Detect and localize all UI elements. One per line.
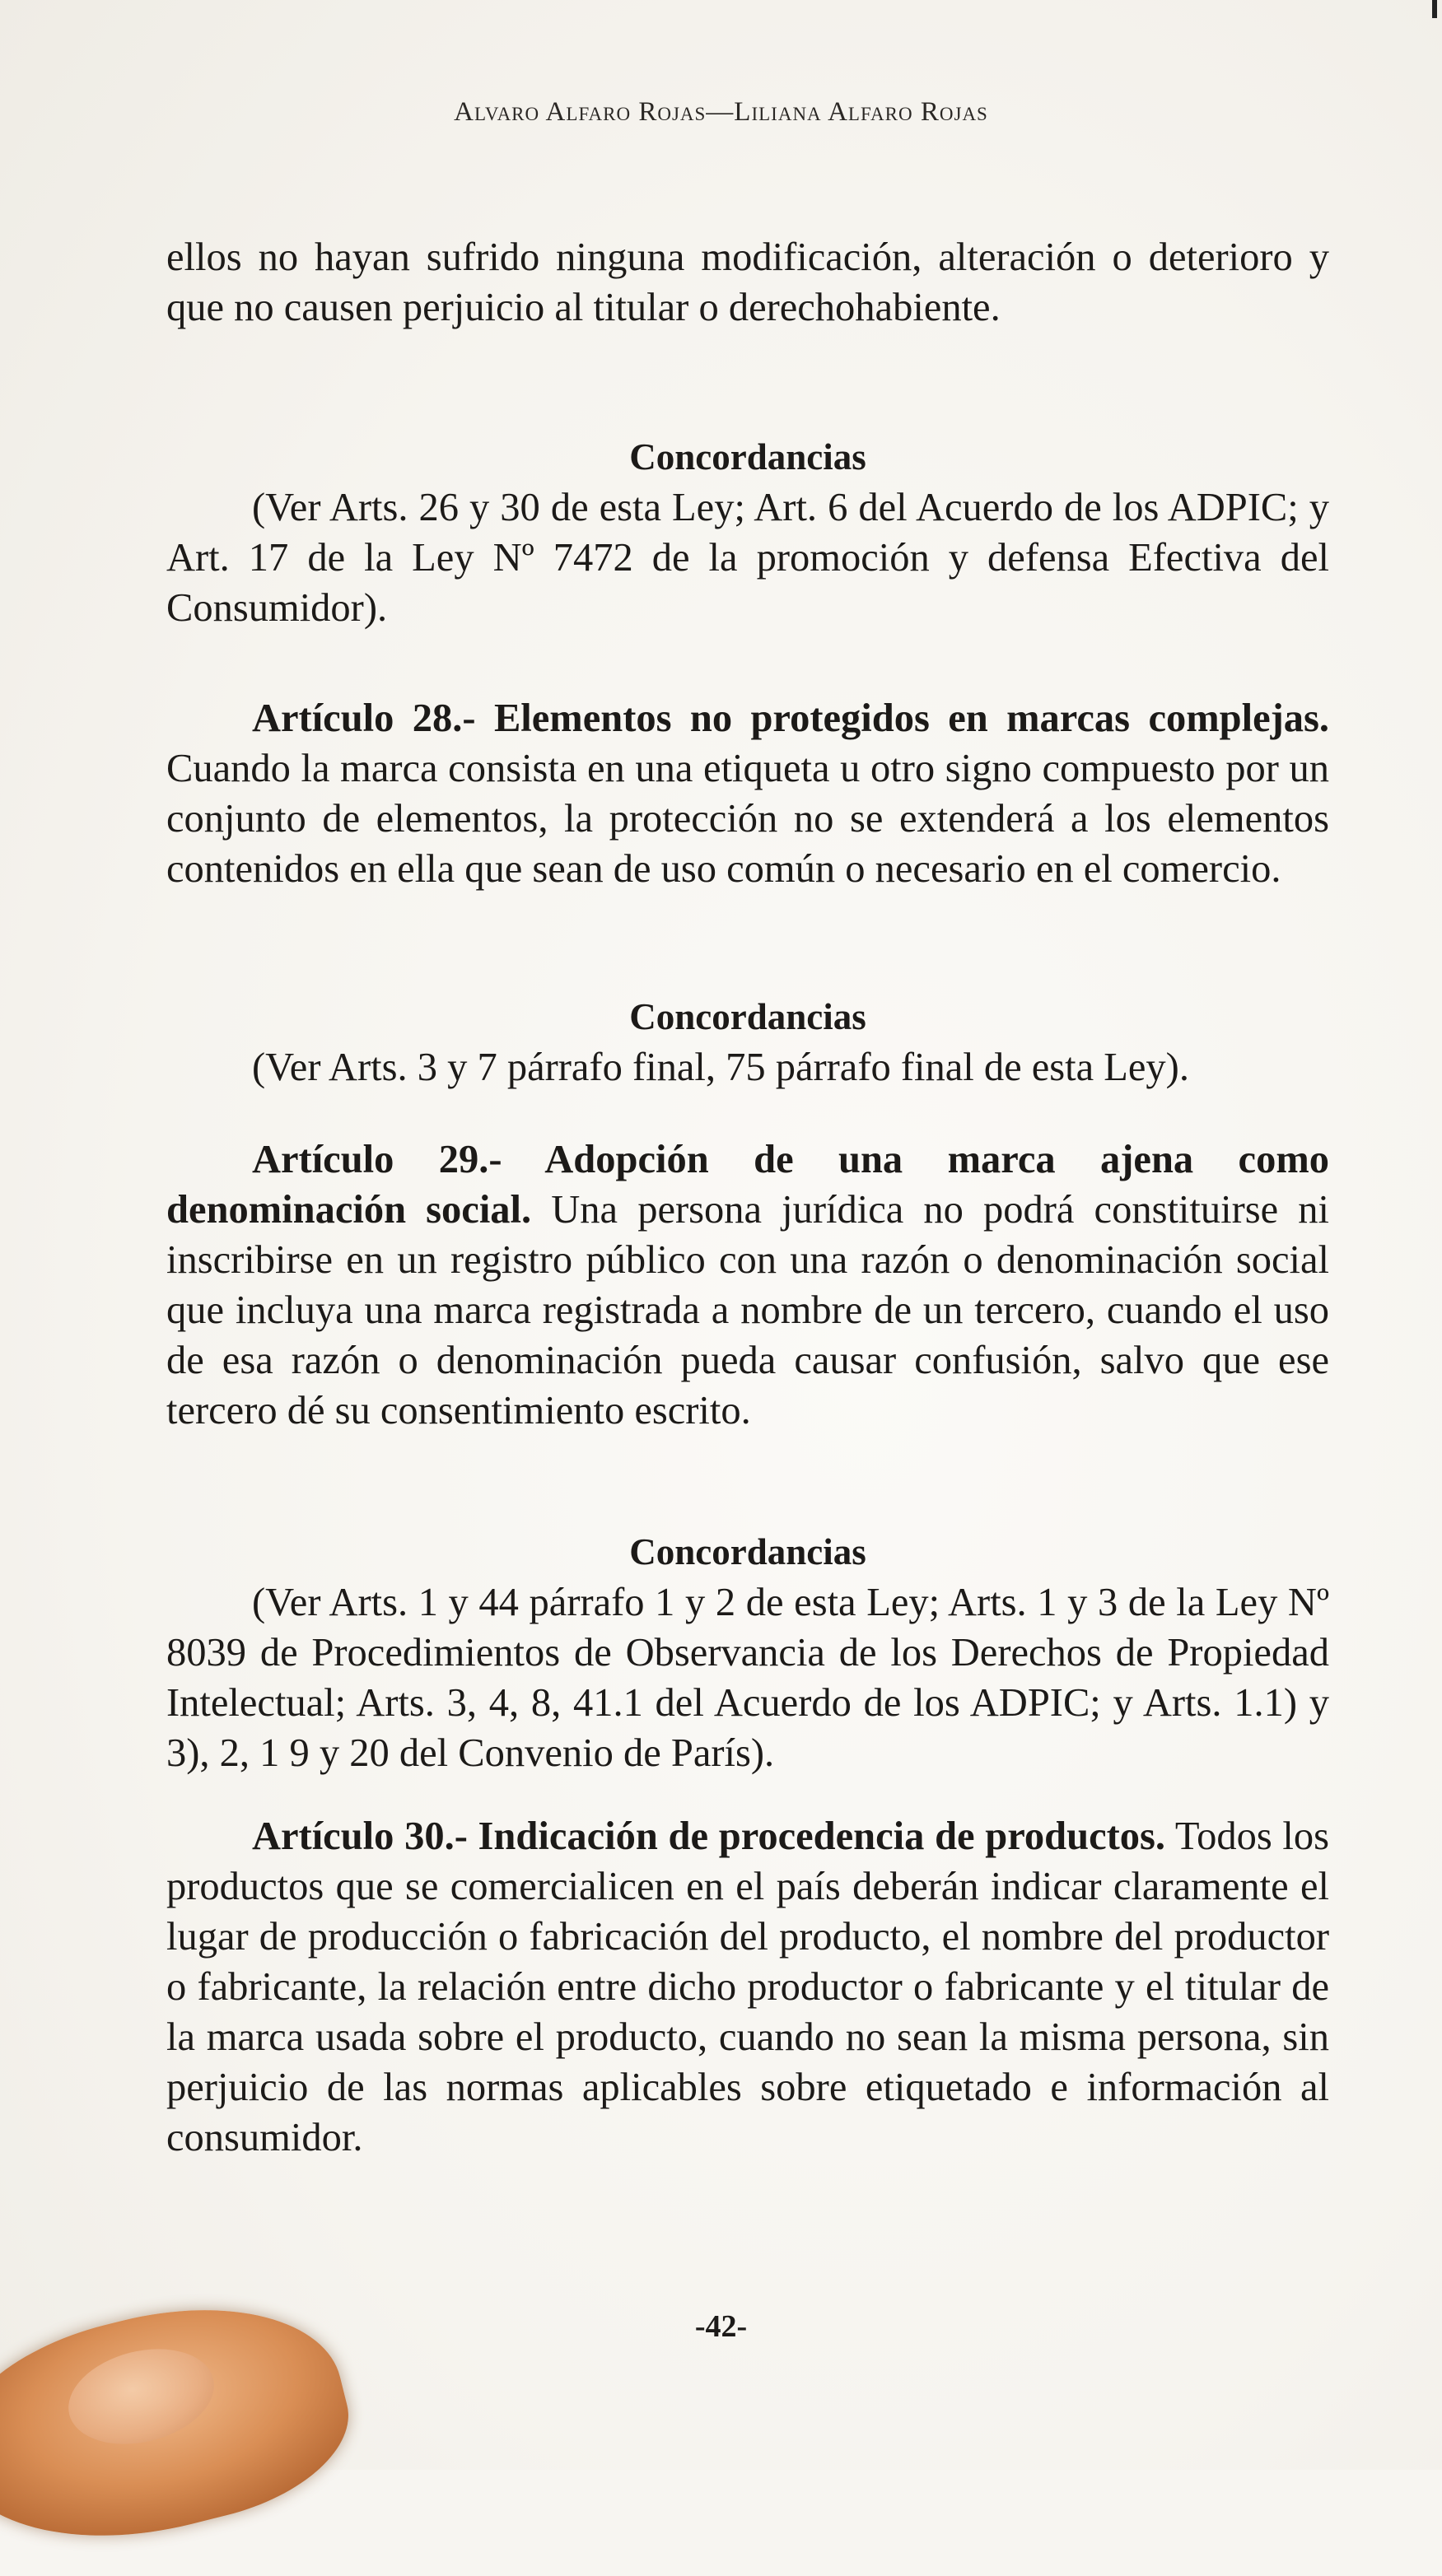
concordancias-text: (Ver Arts. 1 y 44 párrafo 1 y 2 de esta Ley; Arts. 1 y 3 de la Ley Nº 8039 de Procedimientos de Observancia de los Derechos de Propiedad Intelectual; Arts. 3, 4, 8, 41.1 del Acuerdo de los ADPIC; y Arts. 1.1) y 3), 2, 1 9 y 20 del Convenio de París). — [166, 1581, 1329, 1775]
continuation-paragraph: ellos no hayan sufrido ninguna modificación, alteración o deterioro y que no causen perjuicio al titular o derechohabiente. — [166, 235, 1329, 329]
concordancias-heading: Concordancias — [629, 436, 866, 477]
page-number: -42- — [694, 2309, 748, 2344]
article-30-title: Artículo 30.- Indicación de procedencia de productos. — [252, 1814, 1166, 1858]
article-29-title: Artículo 29.- Adopción de una marca ajena como denominación social. — [166, 1138, 1329, 1232]
concordancias-block-2 — [166, 992, 1329, 1092]
article-28-paragraph — [166, 693, 1329, 894]
article-29-paragraph — [166, 1134, 1329, 1436]
article-30-text: Todos los productos que se comercialicen en el país deberán indicar claramente el lugar de producción o fabricación del producto, el nombre del productor o fabricante, la relación entre dicho productor o fabricante y el titular de la marca usada sobre el producto, cuando no sean la misma persona, sin perjuicio de las normas aplicables sobre etiquetado e información al consumidor. — [166, 1814, 1330, 2159]
concordancias-heading: Concordancias — [629, 1531, 866, 1572]
article-28-text: Cuando la marca consista en una etiqueta u otro signo compuesto por un conjunto de elementos, la protección no se extenderá a los elementos contenidos en ella que sean de uso común o necesario en el comercio. — [166, 747, 1329, 891]
continuation-paragraph-block — [166, 232, 1329, 333]
thumbnail-nail-icon — [58, 2335, 224, 2458]
article-28-title: Artículo 28.- Elementos no protegidos en marcas complejas. — [252, 696, 1329, 740]
concordancias-heading: Concordancias — [629, 996, 866, 1037]
running-head: Alvaro Alfaro Rojas—Liliana Alfaro Rojas — [454, 97, 988, 127]
concordancias-block-1 — [166, 432, 1329, 633]
article-30-paragraph — [166, 1811, 1329, 2163]
concordancias-text: (Ver Arts. 3 y 7 párrafo final, 75 párrafo final de esta Ley). — [252, 1046, 1189, 1089]
article-30 — [166, 1811, 1329, 2163]
concordancias-text: (Ver Arts. 26 y 30 de esta Ley; Art. 6 del Acuerdo de los ADPIC; y Art. 17 de la Ley Nº 7472 de la promoción y defensa Efectiva del Consumidor). — [166, 486, 1329, 630]
article-29-text: Una persona jurídica no podrá constituirse ni inscribirse en un registro público con una razón o denominación social que incluya una marca registrada a nombre de un tercero, cuando el uso de esa razón o denominación pueda causar confusión, salvo que ese tercero dé su consentimiento escrito. — [166, 1188, 1330, 1432]
article-28 — [166, 693, 1329, 894]
page-edge-mark — [1432, 0, 1437, 18]
concordancias-block-3 — [166, 1527, 1329, 1778]
article-29 — [166, 1134, 1329, 1436]
